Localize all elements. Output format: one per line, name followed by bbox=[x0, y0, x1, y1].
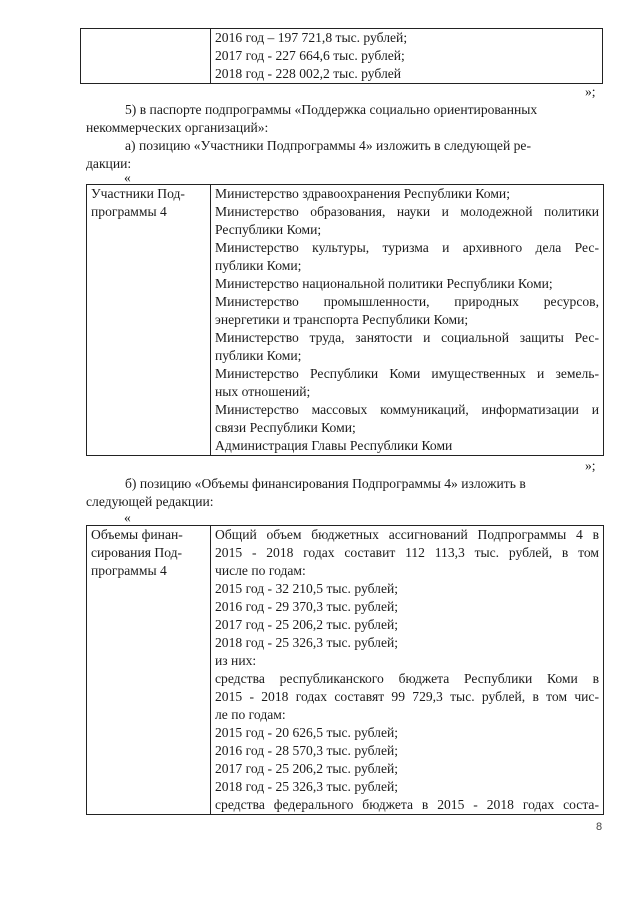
participant-line: Министерство массовых коммуникаций, информатизации и bbox=[215, 402, 599, 417]
participant-line: Администрация Главы Республики Коми bbox=[215, 438, 453, 453]
financing-line: 2018 год - 25 326,3 тыс. рублей; bbox=[215, 779, 399, 794]
financing-line: 2018 год - 25 326,3 тыс. рублей; bbox=[215, 635, 399, 650]
financing-label-line: программы 4 bbox=[91, 563, 167, 578]
financing-line: средства республиканского бюджета Республики Коми в bbox=[215, 671, 599, 686]
financing-content-cell bbox=[211, 526, 604, 815]
participant-line: публики Коми; bbox=[215, 258, 302, 273]
financing-line: 2015 - 2018 годах составит 112 113,3 тыс. рублей, в том bbox=[215, 545, 599, 560]
top-table-line: 2017 год - 227 664,6 тыс. рублей; bbox=[215, 48, 405, 63]
top-table-content-cell bbox=[211, 29, 603, 84]
item-a-line-2: дакции: bbox=[86, 156, 132, 171]
financing-line: из них: bbox=[215, 653, 257, 668]
top-table-line: 2016 год – 197 721,8 тыс. рублей; bbox=[215, 30, 408, 45]
participants-label-line: Участники Под- bbox=[91, 186, 185, 201]
page-number: 8 bbox=[596, 821, 603, 833]
participant-line: Министерство культуры, туризма и архивного дела Рес- bbox=[215, 240, 599, 255]
participant-line: Министерство здравоохранения Республики Коми; bbox=[215, 186, 510, 201]
participant-line: ных отношений; bbox=[215, 384, 311, 399]
closing-quote: »; bbox=[585, 458, 596, 473]
financing-line: 2015 год - 20 626,5 тыс. рублей; bbox=[215, 725, 399, 740]
financing-line: 2017 год - 25 206,2 тыс. рублей; bbox=[215, 761, 399, 776]
participant-line: Республики Коми; bbox=[215, 222, 322, 237]
participant-line: Министерство национальной политики Республики Коми; bbox=[215, 276, 553, 291]
financing-line: ле по годам: bbox=[215, 707, 286, 722]
financing-line: 2016 год - 29 370,3 тыс. рублей; bbox=[215, 599, 399, 614]
financing-line: 2016 год - 28 570,3 тыс. рублей; bbox=[215, 743, 399, 758]
financing-line: 2017 год - 25 206,2 тыс. рублей; bbox=[215, 617, 399, 632]
financing-label-line: сирования Под- bbox=[91, 545, 183, 560]
item-b-line-1: б) позицию «Объемы финансирования Подпрограммы 4» изложить в bbox=[125, 476, 526, 491]
top-table-label-cell bbox=[81, 29, 211, 84]
top-table bbox=[80, 28, 603, 84]
participants-table bbox=[86, 184, 604, 456]
participants-label-line: программы 4 bbox=[91, 204, 167, 219]
top-table-line: 2018 год - 228 002,2 тыс. рублей bbox=[215, 66, 402, 81]
item-a-line-1: а) позицию «Участники Подпрограммы 4» изложить в следующей ре- bbox=[125, 138, 531, 153]
participants-content-cell bbox=[211, 185, 604, 456]
participant-line: Министерство образования, науки и молодежной политики bbox=[215, 204, 599, 219]
financing-line: средства федерального бюджета в 2015 - 2018 годах соста- bbox=[215, 797, 599, 812]
financing-label-line: Объемы финан- bbox=[91, 527, 183, 542]
financing-line: 2015 год - 32 210,5 тыс. рублей; bbox=[215, 581, 399, 596]
financing-line: Общий объем бюджетных ассигнований Подпрограммы 4 в bbox=[215, 527, 599, 542]
opening-quote: « bbox=[124, 170, 131, 185]
participant-line: публики Коми; bbox=[215, 348, 302, 363]
item-b-line-2: следующей редакции: bbox=[86, 494, 214, 509]
item5-line-1: 5) в паспорте подпрограммы «Поддержка социально ориентированных bbox=[125, 102, 538, 117]
opening-quote: « bbox=[124, 510, 131, 525]
closing-quote: »; bbox=[585, 84, 596, 99]
item5-line-2: некоммерческих организаций»: bbox=[86, 120, 269, 135]
financing-label-cell bbox=[87, 526, 211, 815]
financing-line: числе по годам: bbox=[215, 563, 306, 578]
participant-line: энергетики и транспорта Республики Коми; bbox=[215, 312, 469, 327]
financing-table bbox=[86, 525, 604, 815]
participant-line: Министерство промышленности, природных ресурсов, bbox=[215, 294, 599, 309]
participants-label-cell bbox=[87, 185, 211, 456]
financing-line: 2015 - 2018 годах составят 99 729,3 тыс. рублей, в том чис- bbox=[215, 689, 599, 704]
participant-line: Министерство Республики Коми имущественных и земель- bbox=[215, 366, 599, 381]
participant-line: Министерство труда, занятости и социальной защиты Рес- bbox=[215, 330, 599, 345]
participant-line: связи Республики Коми; bbox=[215, 420, 356, 435]
